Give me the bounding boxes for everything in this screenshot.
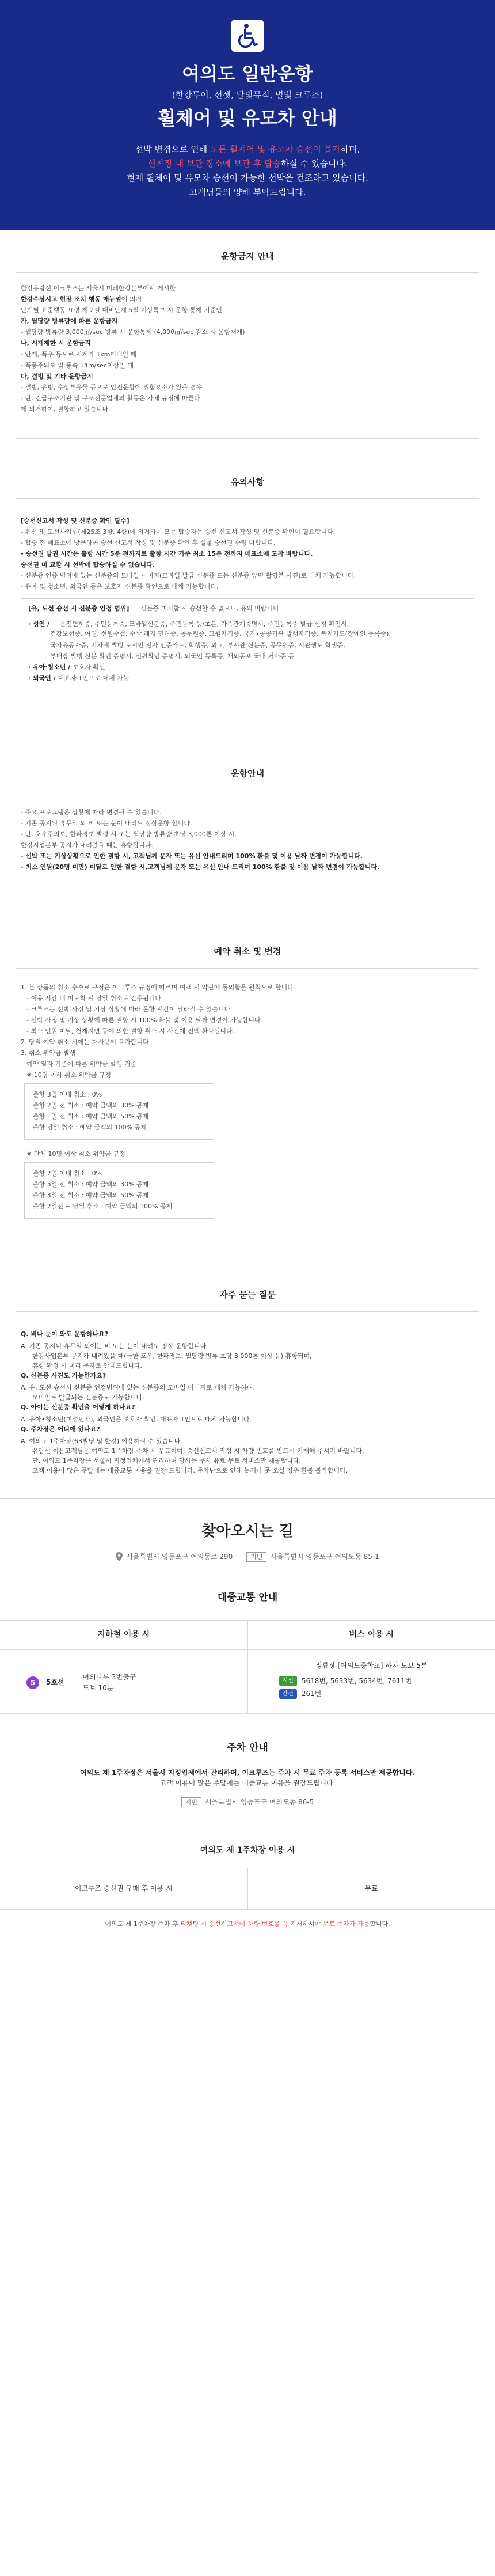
subway-body	[0, 1650, 248, 1713]
ban-item-title: 가, 월당량 방류량에 따른 운항금지	[21, 317, 118, 325]
penalty-line: 출항 3일 전 취소 : 예약 금액의 50% 공제	[33, 1192, 149, 1200]
section-title: 예약 취소 및 변경	[214, 946, 281, 957]
text-line: - 크루즈는 선박 사정 및 기상 상황에 따라 운항 시간이 달라질 수 있습니다.	[26, 1005, 233, 1013]
bus-row-branch	[260, 1676, 484, 1687]
ban-item-title: 다, 결빙 및 기타 운항금지	[21, 372, 93, 380]
faq-question: Q. 비나 눈이 와도 운항하나요?	[21, 1330, 109, 1338]
hero-desc-highlight: 모든 휠체어 및 유모차 승선이 불가	[210, 144, 341, 155]
box-note: 신분증 미지참 시 승선할 수 없으니, 유의 바랍니다.	[140, 605, 281, 613]
section-title: 유의사항	[231, 476, 264, 487]
text-line: 대표자 1인으로 대체 가능	[58, 674, 130, 682]
notice-content	[0, 499, 495, 730]
text-line: - 주요 프로그램은 상황에 따라 변경될 수 있습니다.	[21, 808, 162, 816]
hero-subtitle: (한강투어, 선셋, 달빛뮤직, 별빛 크루즈)	[172, 90, 323, 100]
address-text: 서울특별시 영등포구 여의동로 290	[126, 1552, 233, 1561]
road-address	[116, 1551, 233, 1562]
subway-header: 지하철 이용 시	[0, 1621, 248, 1650]
directions-section	[0, 1499, 495, 1714]
ban-item-title: 나, 시계제한 시 운항금지	[21, 339, 91, 347]
station-walk: 도보 10분	[82, 1683, 114, 1692]
text-line: 보호자 확인	[73, 663, 105, 671]
hero-title: 여의도 일반운항	[182, 63, 313, 85]
directions-title: 찾아오시는 길	[201, 1523, 294, 1541]
text-highlight: 티켓팅 시 승선신고서에 차량 번호를 꼭 기재	[180, 1919, 303, 1928]
section-title: 운항안내	[231, 768, 264, 779]
text-line: - 월당량 방류량 3,000㎥/sec 방류 시 운항통제 (4,000㎥/sec 감소 시 운항재개)	[21, 328, 245, 336]
bus-column	[248, 1621, 495, 1713]
section-title: 운항금지 안내	[220, 251, 275, 261]
parking-section	[0, 1714, 495, 1945]
bus-header: 버스 이용 시	[248, 1621, 495, 1650]
faq-section	[0, 1251, 495, 1499]
faq-question: Q. 신분증 사진도 가능한가요?	[21, 1371, 106, 1379]
bus-numbers: 5618번, 5633번, 5634번, 7611번	[301, 1676, 412, 1685]
text-line: 에 의거	[121, 295, 142, 303]
text-line: 국가유공자증, 지자체 발행 도시민 전자 인증카드, 학생증, 외교, 부서관 신분증, 공무원증, 시관생도 학생증,	[50, 641, 345, 649]
text-line: 에 의거하여, 결항하고 있습니다.	[21, 405, 111, 413]
box-title: [유, 도선 승선 시 신분증 인정 범위]	[28, 605, 130, 613]
parking-condition: 이크루즈 승선권 구매 후 이용 시	[74, 1884, 173, 1892]
hero-desc-text: 고객님들의 양해 부탁드립니다.	[189, 187, 306, 198]
station-info	[83, 1672, 136, 1693]
text-line: 2. 당일 예약 취소 시에는 재사용이 불가합니다.	[21, 1038, 151, 1046]
penalty-group-title: ※ 단체 10명 이상 취소 위약금 규정	[26, 1150, 125, 1158]
text-line: - 탑승 전 매표소에 방문하여 승선 신고서 작성 및 신분증 확인 후 실물 승선권 수령 바랍니다.	[21, 539, 276, 547]
penalty-line: 출항 당일 취소 : 예약 금액의 100% 공제	[33, 1124, 147, 1132]
text-bold: - 승선권 발권 시간은 출항 시간 5분 전까지로 출항 시간 기준 최소 15분 전까지 매표소에 도착 바랍니다.	[21, 550, 313, 558]
hero-banner	[0, 0, 495, 230]
penalty-box-small-group	[24, 1083, 214, 1140]
text-line: - 최소 인원 미달, 천재지변 등에 의한 결항 취소 시 사전에 전액 환불됩니다.	[26, 1027, 235, 1035]
text-line: 합니다.	[370, 1919, 390, 1928]
notice-heading: [승선신고서 작성 및 신분증 확인 필수]	[21, 517, 130, 525]
text-line: 고객 이용이 많은 주말에는 대중교통 이용을 권장 드립니다. 주차난으로 인해 늦거나 못 오실 경우 환불 불가합니다.	[32, 1467, 348, 1475]
text-line: 한강유람선 이크루즈는 서울시 미래한강본부에서 게시한	[21, 284, 176, 293]
faq-answer	[21, 1383, 474, 1402]
text-line: 단계별 표준행동 요령 제 2절 대비단계 5월 기상특보 시 운항 통제 기준인	[21, 306, 222, 314]
id-child-label: · 유아∙청소년 /	[28, 663, 73, 671]
notice-section	[0, 439, 495, 730]
text-line: A. 유아∙청소년(미성년자), 외국인은 보호자 확인, 대표자 1인으로 대체 가능합니다.	[21, 1415, 252, 1423]
text-line: - 안개, 폭우 등으로 시계가 1km이내일 때	[21, 350, 137, 358]
text-line: - 이용 시간 내 미도착 시 당일 취소로 간주됩니다.	[26, 994, 163, 1002]
text-line: 3. 취소 위약금 발생	[21, 1049, 76, 1057]
bus-trunk-badge: 간선	[279, 1689, 297, 1699]
faq-item	[21, 1424, 474, 1475]
address-text: 서울특별시 영등포구 여의도동 86-5	[204, 1797, 314, 1806]
text-line: 유람선 이용고객님은 여의도 1주차장 주차 시 무료이며, 승선신고서 작성 시 차량 번호를 반드시 기재해 주시기 바랍니다.	[32, 1447, 364, 1455]
faq-item	[21, 1402, 474, 1424]
text-line: 고객 이용이 많은 주말에는 대중교통 이용을 권장드립니다.	[159, 1779, 336, 1788]
text-line: - 결빙, 유빙, 수상부유물 등으로 안전운항에 위험요소가 있을 경우	[21, 383, 203, 391]
faq-item	[21, 1371, 474, 1402]
parking-table	[0, 1834, 495, 1909]
faq-item	[21, 1329, 474, 1371]
text-line: 하셔야	[302, 1919, 323, 1928]
parking-address	[12, 1797, 483, 1808]
address-tag: 지번	[246, 1552, 266, 1562]
faq-question: Q. 아이는 신분증 확인을 어떻게 하나요?	[21, 1403, 135, 1411]
penalty-group-title: ※ 10명 이하 취소 위약금 규정	[26, 1071, 111, 1079]
bus-stop: 정류장 [여의도중학교] 하차 도보 5분	[315, 1661, 428, 1670]
bus-body	[248, 1650, 495, 1713]
ops-section	[0, 730, 495, 909]
text-line: 단, 여의도 1주차장은 서울시 지정업체에서 관리하며 당사는 주차 유료 무료 서비스만 제공합니다.	[32, 1457, 301, 1465]
transit-table	[0, 1620, 495, 1714]
lot-address	[246, 1551, 379, 1562]
faq-answer	[21, 1414, 474, 1424]
text-line: 모바일로 발급되는 신분증도 가능합니다.	[32, 1393, 144, 1401]
text-line: 부대장 발행 신분 확인 증명서, 선원확인 증명서, 외국인 등록증, 재외동포 국내 거소증 등	[50, 652, 295, 660]
faq-answer	[21, 1436, 474, 1475]
parking-table-header: 여의도 제 1주차장 이용 시	[0, 1834, 495, 1868]
address-text: 서울특별시 영등포구 여의도동 85-1	[270, 1552, 379, 1561]
bus-row-trunk	[260, 1689, 484, 1699]
ban-content	[0, 273, 495, 438]
penalty-box-large-group	[24, 1162, 214, 1219]
penalty-line: 출항 2일 전 취소 : 예약 금액의 30% 공제	[33, 1101, 149, 1109]
text-line: - 기존 공지된 휴무일 외 비 또는 눈이 내리도 정상운항 합니다.	[21, 820, 192, 828]
hero-description	[12, 142, 483, 199]
text-line: - 신분증 인증 범위에 있는 신분증의 모바일 이미지(모바일 발급 신분증 또는 신분증 앞면 촬영본 사진)로 대체 가능합니다.	[21, 572, 356, 580]
text-line: - 선박 사정 및 기상 상황에 따른 결항 시 100% 환불 및 이용 날짜 변경이 가능합니다.	[26, 1016, 263, 1024]
text-line: 건강보험증, 여권, 선원수첩, 수상 레저 면허증, 공무원증, 교원자격증, 국가∙공공기관 발행자격증, 복지카드(장애인 등록증),	[50, 630, 391, 638]
text-bold: 한강수상시고 현장 조치 행동 매뉴얼	[21, 295, 121, 303]
station-exit: 여의나루 3번출구	[82, 1673, 136, 1682]
id-adult-label: · 성인 /	[28, 620, 52, 628]
parking-table-row	[0, 1868, 495, 1910]
text-line: A. 기존 공지된 휴무일 외에는 비 또는 눈이 내려도 정상 운항합니다.	[21, 1342, 208, 1350]
text-line: 한강시업본부 공지가 내려왔을 때는 휴항합니다.	[21, 841, 154, 849]
ops-content	[0, 790, 495, 908]
wheelchair-icon	[231, 20, 264, 52]
id-range-box	[21, 598, 474, 689]
text-line: - 폭풍주의보 및 풍속 14m/sec이상일 때	[21, 361, 134, 369]
text-line: 1. 본 상품의 취소 수수료 규정은 이크루즈 규정에 따르며 여객 시 약관에 동의함을 원칙으로 합니다.	[21, 983, 296, 991]
text-line: - 유선 및 도선사업법(제25조 3항, 4항)에 의거하여 모든 탑승자는 승선 신고서 작성 및 신분증 확인이 필요합니다.	[21, 528, 336, 536]
text-line: 예약 일자 기준에 따른 위약금 발생 기준	[26, 1060, 136, 1068]
map-pin-icon	[116, 1552, 123, 1561]
faq-question: Q. 주차장은 어디에 있나요?	[21, 1425, 100, 1433]
hero-desc-text: 하실 수 있습니다.	[280, 158, 348, 169]
penalty-line: 출항 2일전 ~ 당일 취소 : 예약 금액의 100% 공제	[33, 1202, 173, 1211]
text-line: - 유아 및 청소년, 외국인 등은 보호자 신분증 확인으로 대체 가능합니다.	[21, 583, 219, 591]
transit-title: 대중교통 안내	[217, 1592, 278, 1604]
line-5-badge: 5	[26, 1676, 39, 1689]
hero-desc-text: 하며,	[340, 144, 360, 155]
hero-desc-highlight: 선착장 내 보관 장소에 보관 후 탑승	[147, 158, 281, 169]
text-line: A. 유, 도선 승선시 신분증 인정범위에 있는 신분증의 모바일 이미지로 대체 가능하며,	[21, 1383, 255, 1391]
line-name: 5호선	[46, 1678, 64, 1687]
hero-desc-text: 현재 휠체어 및 유모차 승선이 가능한 선박을 건조하고 있습니다.	[127, 172, 368, 183]
penalty-line: 출항 5일 전 취소 : 예약 금액의 30% 공제	[33, 1181, 149, 1189]
text-line: 여의도 제 1주차장 주차 후	[105, 1919, 181, 1928]
text-bold: 승선권 미 교환 시 선박에 탑승하실 수 없습니다.	[21, 561, 155, 569]
text-bold: - 최소 인원(20명 미만) 미달로 인한 결항 시,고객님께 문자 또는 유선 안내 드리며 100% 환불 및 이용 날짜 변경이 가능합니다.	[21, 863, 380, 871]
ban-section	[0, 230, 495, 439]
text-line: 운전면허증, 주민등록증, 모바일신분증, 주민등록 등/초본, 가족관계증명서, 주민등록증 발급 신청 확인서,	[59, 620, 349, 628]
parking-note	[0, 1910, 495, 1946]
bus-branch-badge: 지선	[279, 1676, 297, 1686]
id-foreign-label: · 외국인 /	[28, 674, 58, 682]
address-tag: 지번	[181, 1797, 201, 1807]
penalty-line: 출항 1일 전 취소 : 예약 금액의 50% 공제	[33, 1113, 149, 1121]
refund-section	[0, 908, 495, 1251]
bus-numbers: 261번	[301, 1690, 322, 1698]
text-line: - 단, 호우주의보, 한파경보 발령 시 또는 월당량 방류량 초당 3,000톤 이상 시,	[21, 830, 237, 839]
parking-info	[0, 1762, 495, 1819]
penalty-line: 출항 7일 이내 취소 : 0%	[33, 1170, 102, 1178]
subway-line	[12, 1672, 236, 1693]
text-line: - 단, 긴급구조기관 및 구조전문업체의 활동은 자체 규정에 따른다.	[21, 394, 203, 402]
text-bold: - 선박 또는 기상상황으로 인한 결항 시, 고객님께 문자 또는 유선 안내드리며 100% 환불 및 이용 날짜 변경이 가능합니다.	[21, 852, 363, 860]
hero-title-2: 휠체어 및 유모차 안내	[158, 107, 337, 130]
refund-content	[0, 969, 495, 1251]
subway-column	[0, 1621, 248, 1713]
address-row	[0, 1551, 495, 1562]
faq-list	[0, 1312, 495, 1499]
faq-answer	[21, 1341, 474, 1371]
hero-desc-text: 선박 변경으로 인해	[135, 144, 210, 155]
text-line: A. 여의도 1주차장(63빌딩 및 한강) 이용하실 수 있습니다.	[21, 1437, 182, 1446]
text-line: 한강사업본부 공지가 내려왔을 때(극한 호우, 한파경보, 월당량 방류 초당 3,000톤 이상 등) 휴항되며,	[32, 1352, 312, 1360]
text-highlight: 무료 주차가 가능	[322, 1919, 370, 1928]
text-bold: 여의도 제 1주차장은 서울시 지정업체에서 관리하며, 이크루즈는 주차 시 무료 주차 등록 서비스만 제공합니다.	[80, 1768, 415, 1777]
parking-title: 주차 안내	[227, 1742, 268, 1754]
parking-fee: 무료	[248, 1868, 495, 1909]
section-title: 자주 묻는 질문	[219, 1289, 276, 1300]
text-line: 휴항 확정 시 미리 문자로 안내드립니다.	[32, 1361, 142, 1369]
penalty-line: 출항 3일 이내 취소 : 0%	[33, 1090, 102, 1098]
